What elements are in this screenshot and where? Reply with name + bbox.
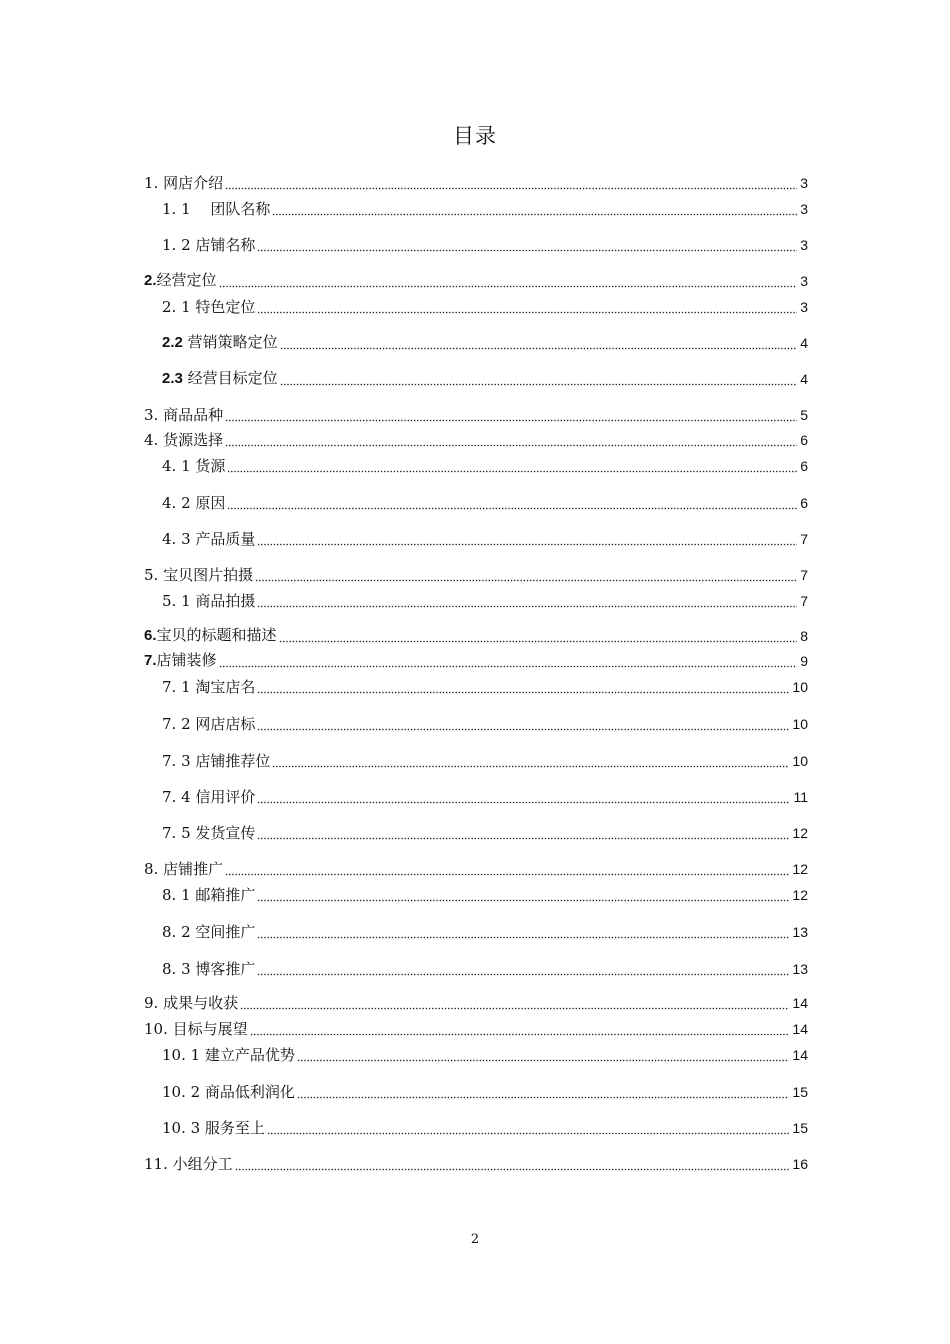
toc-entry-text: 10. 2 商品低利润化 <box>162 1083 295 1101</box>
toc-entry-text: 10. 3 服务至上 <box>162 1119 265 1137</box>
toc-entry[interactable] <box>144 856 808 878</box>
toc-entry-page: 10 <box>792 679 808 695</box>
toc-entry-page: 7 <box>800 531 808 547</box>
toc-entry[interactable] <box>162 748 808 770</box>
toc-entry[interactable] <box>144 268 808 290</box>
toc-entry-text: 营销策略定位 <box>182 333 278 351</box>
toc-entry-page: 13 <box>792 961 808 977</box>
dot-leader <box>250 1020 790 1036</box>
toc-entry-text: 经营目标定位 <box>182 369 278 387</box>
toc-entry-label <box>144 406 225 424</box>
toc-entry-page: 15 <box>792 1120 808 1136</box>
toc-entry-page: 4 <box>800 371 808 387</box>
toc-entry-page: 3 <box>800 201 808 217</box>
toc-entry[interactable] <box>144 990 808 1012</box>
dot-leader <box>272 200 797 216</box>
toc-title: 目录 <box>453 124 497 148</box>
toc-entry[interactable] <box>162 882 808 904</box>
toc-entry[interactable] <box>144 648 808 670</box>
toc-entry[interactable] <box>162 453 808 475</box>
toc-entry-label <box>144 994 240 1012</box>
toc-entry-page: 8 <box>800 628 808 644</box>
toc-entry[interactable] <box>162 526 808 548</box>
toc-entry-page: 14 <box>792 1047 808 1063</box>
toc-entry-text: 8. 2 空间推广 <box>162 923 256 941</box>
toc-entry-label <box>162 457 227 475</box>
toc-entry-text: 7. 5 发货宣传 <box>162 824 256 842</box>
toc-entry-page: 5 <box>800 407 808 423</box>
toc-entry-text: 7. 1 淘宝店名 <box>162 678 256 696</box>
toc-entry-label <box>144 860 225 878</box>
dot-leader <box>280 334 798 350</box>
page-number: 2 <box>470 1232 480 1247</box>
toc-entry-label <box>162 1119 267 1137</box>
dot-leader <box>297 1046 789 1062</box>
dot-leader <box>219 272 798 288</box>
toc-entry-page: 13 <box>792 924 808 940</box>
toc-entry-label <box>162 530 257 548</box>
toc-entry-text: 经营定位 <box>156 271 217 289</box>
toc-entry-label <box>162 678 257 696</box>
dot-leader <box>255 566 797 582</box>
dot-leader <box>240 994 789 1010</box>
toc-entry[interactable] <box>162 1079 808 1101</box>
toc-entry-label <box>144 1020 250 1038</box>
toc-entry-page: 3 <box>800 299 808 315</box>
toc-entry-page: 12 <box>792 825 808 841</box>
toc-entry-text: 5. 宝贝图片拍摄 <box>144 566 254 584</box>
toc-entry-number: 2.2 <box>162 334 183 351</box>
toc-entry[interactable] <box>144 170 808 192</box>
toc-entry-label <box>162 1046 297 1064</box>
dot-leader <box>227 494 797 510</box>
toc-entry-text: 7. 4 信用评价 <box>162 788 256 806</box>
toc-entry-page: 9 <box>800 653 808 669</box>
toc-entry-text: 店铺装修 <box>156 651 217 669</box>
toc-entry-label <box>144 651 219 670</box>
toc-entry-label <box>144 174 225 192</box>
toc-entry-text: 7. 2 网店店标 <box>162 715 256 733</box>
toc-entry-label <box>162 886 257 904</box>
toc-entry-text: 7. 3 店铺推荐位 <box>162 752 271 770</box>
toc-entry[interactable] <box>162 588 808 610</box>
dot-leader <box>257 678 789 694</box>
dot-leader <box>257 923 789 939</box>
toc-entry-number: 2. <box>144 272 157 289</box>
dot-leader <box>225 860 789 876</box>
toc-entry[interactable] <box>162 820 808 842</box>
toc-entry-label <box>162 592 257 610</box>
toc-entry[interactable] <box>162 294 808 316</box>
toc-entry-text: 4. 1 货源 <box>162 457 226 475</box>
dot-leader <box>219 652 798 668</box>
toc-entry-label <box>162 200 272 218</box>
toc-entry[interactable] <box>144 427 808 449</box>
toc-entry[interactable] <box>144 562 808 584</box>
dot-leader <box>257 824 789 840</box>
toc-entry-page: 7 <box>800 567 808 583</box>
dot-leader <box>257 236 797 252</box>
dot-leader <box>280 370 798 386</box>
dot-leader <box>225 174 797 190</box>
dot-leader <box>227 457 797 473</box>
dot-leader <box>257 886 789 902</box>
toc-entry-label <box>162 369 280 388</box>
toc-entry-page: 6 <box>800 458 808 474</box>
toc-entry-label <box>162 1083 297 1101</box>
toc-entry-text: 9. 成果与收获 <box>144 994 239 1012</box>
dot-leader <box>257 530 797 546</box>
toc-entry-text: 3. 商品品种 <box>144 406 224 424</box>
dot-leader <box>272 752 789 768</box>
toc-entry-text: 5. 1 商品拍摄 <box>162 592 256 610</box>
toc-entry[interactable] <box>162 490 808 512</box>
dot-leader <box>225 431 797 447</box>
toc-entry-page: 10 <box>792 716 808 732</box>
toc-entry-page: 10 <box>792 753 808 769</box>
toc-entry-text: 8. 1 邮箱推广 <box>162 886 256 904</box>
dot-leader <box>257 960 789 976</box>
toc-entry-number: 6. <box>144 627 157 644</box>
toc-entry[interactable] <box>162 1042 808 1064</box>
toc-entry[interactable] <box>162 1115 808 1137</box>
dot-leader <box>279 627 798 643</box>
toc-entry-text: 11. 小组分工 <box>144 1155 233 1173</box>
toc-entry-page: 3 <box>800 237 808 253</box>
toc-entry-text: 10. 1 建立产品优势 <box>162 1046 295 1064</box>
dot-leader <box>225 406 797 422</box>
toc-entry[interactable] <box>162 784 808 806</box>
toc-entry-page: 15 <box>792 1084 808 1100</box>
toc-entry[interactable] <box>162 919 808 941</box>
toc-entry-page: 4 <box>800 335 808 351</box>
toc-entry[interactable] <box>144 1016 808 1038</box>
toc-entry-page: 12 <box>792 861 808 877</box>
toc-entry-page: 14 <box>792 1021 808 1037</box>
toc-entry-page: 12 <box>792 887 808 903</box>
toc-entry-text: 1. 网店介绍 <box>144 174 224 192</box>
toc-entry-page: 3 <box>800 273 808 289</box>
toc-entry-label <box>162 333 280 352</box>
dot-leader <box>267 1119 789 1135</box>
toc-entry-label <box>162 960 257 978</box>
toc-entry-label <box>144 1155 235 1173</box>
toc-entry[interactable] <box>144 402 808 424</box>
toc-entry-page: 11 <box>793 789 808 805</box>
toc-entry-text: 10. 目标与展望 <box>144 1020 248 1038</box>
toc-entry[interactable] <box>144 623 808 645</box>
dot-leader <box>235 1155 790 1171</box>
toc-entry[interactable] <box>162 196 808 218</box>
dot-leader <box>257 788 790 804</box>
toc-entry-text: 2. 1 特色定位 <box>162 298 256 316</box>
toc-entry-text: 8. 店铺推广 <box>144 860 224 878</box>
toc-entry-label <box>144 566 255 584</box>
toc-entry-text: 1. 1 团队名称 <box>162 200 271 218</box>
toc-entry[interactable] <box>162 232 808 254</box>
toc-entry-number: 2.3 <box>162 370 183 387</box>
toc-entry-label <box>162 824 257 842</box>
toc-entry-text: 4. 货源选择 <box>144 431 224 449</box>
dot-leader <box>257 592 797 608</box>
toc-entry[interactable] <box>162 711 808 733</box>
dot-leader <box>257 298 797 314</box>
toc-entry-label <box>162 715 257 733</box>
toc-entry-label <box>144 626 279 645</box>
toc-entry-text: 4. 3 产品质量 <box>162 530 256 548</box>
toc-entry[interactable] <box>162 956 808 978</box>
toc-entry[interactable] <box>162 674 808 696</box>
toc-entry-label <box>162 494 227 512</box>
toc-entry-label <box>144 431 225 449</box>
toc-entry-label <box>162 752 272 770</box>
toc-entry-text: 8. 3 博客推广 <box>162 960 256 978</box>
toc-entry-text: 4. 2 原因 <box>162 494 226 512</box>
toc-entry[interactable] <box>144 1151 808 1173</box>
toc-entry-page: 16 <box>792 1156 808 1172</box>
toc-entry-page: 3 <box>800 175 808 191</box>
toc-entry-page: 7 <box>800 593 808 609</box>
toc-entry-label <box>162 298 257 316</box>
toc-entry-label <box>162 236 257 254</box>
toc-entry-text: 1. 2 店铺名称 <box>162 236 256 254</box>
toc-entry-text: 宝贝的标题和描述 <box>156 626 277 644</box>
toc-entry-page: 6 <box>800 432 808 448</box>
toc-entry-label <box>162 923 257 941</box>
toc-entry-label <box>144 271 219 290</box>
toc-entry[interactable] <box>162 366 808 388</box>
dot-leader <box>297 1083 789 1099</box>
toc-entry-page: 6 <box>800 495 808 511</box>
toc-entry-page: 14 <box>792 995 808 1011</box>
toc-entry-label <box>162 788 257 806</box>
dot-leader <box>257 715 789 731</box>
toc-entry[interactable] <box>162 330 808 352</box>
toc-entry-number: 7. <box>144 652 157 669</box>
